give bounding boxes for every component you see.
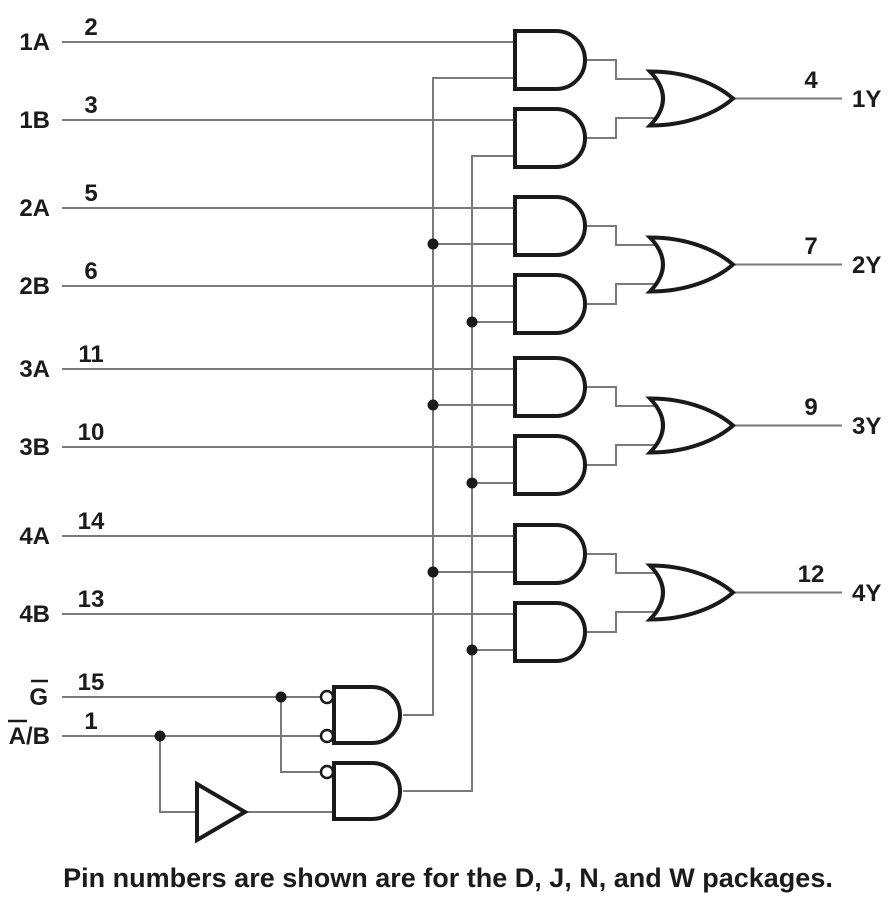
input-label-4a: 4A [19, 523, 50, 550]
input-label-4b: 4B [19, 601, 50, 628]
pin-number-1b: 3 [84, 92, 98, 119]
pin-number-4y: 12 [797, 561, 825, 588]
junction-dot [467, 645, 478, 656]
and-gate-1a [515, 31, 585, 89]
junction-dot [467, 478, 478, 489]
pin-number-g: 15 [77, 669, 105, 696]
pin-number-2b: 6 [84, 258, 98, 285]
pin-number-3b: 10 [77, 419, 105, 446]
junction-dot [428, 567, 439, 578]
input-label-3a: 3A [19, 356, 50, 383]
enable-gate-select-b [334, 763, 400, 819]
output-label-1y: 1Y [852, 86, 882, 113]
pin-number-3y: 9 [804, 394, 818, 421]
input-label-2b: 2B [19, 273, 50, 300]
pin-number-4a: 14 [77, 508, 105, 535]
and-gate-2b [515, 275, 585, 333]
output-label-3y: 3Y [852, 413, 882, 440]
and-gate-1b [515, 109, 585, 167]
junction-dot [428, 400, 439, 411]
output-label-4y: 4Y [852, 580, 882, 607]
input-label-1a: 1A [19, 29, 50, 56]
inverting-input-bubble [321, 766, 333, 778]
pin-number-ab: 1 [84, 708, 98, 735]
input-label-g: G [29, 684, 48, 711]
and-gate-4a [515, 525, 585, 583]
input-label-3b: 3B [19, 434, 50, 461]
and-gate-3a [515, 358, 585, 416]
and-gate-3b [515, 436, 585, 494]
caption: Pin numbers are shown are for the D, J, N, and W packages. [63, 863, 833, 893]
inverting-input-bubble [321, 730, 333, 742]
pin-number-2a: 5 [84, 180, 98, 207]
enable-gate-select-a [334, 687, 400, 743]
junction-dot [276, 692, 287, 703]
junction-dot [428, 239, 439, 250]
pin-number-1a: 2 [84, 14, 98, 41]
inverting-input-bubble [321, 691, 333, 703]
input-label-ab: A/B [8, 723, 50, 750]
input-label-2a: 2A [19, 195, 50, 222]
junction-dot [467, 317, 478, 328]
and-gate-4b [515, 603, 585, 661]
pin-number-4b: 13 [77, 586, 105, 613]
output-label-2y: 2Y [852, 252, 882, 279]
pin-number-1y: 4 [804, 67, 818, 94]
pin-number-2y: 7 [804, 233, 818, 260]
junction-dot [155, 731, 166, 742]
pin-number-3a: 11 [78, 341, 104, 368]
and-gate-2a [515, 197, 585, 255]
input-label-1b: 1B [19, 107, 50, 134]
